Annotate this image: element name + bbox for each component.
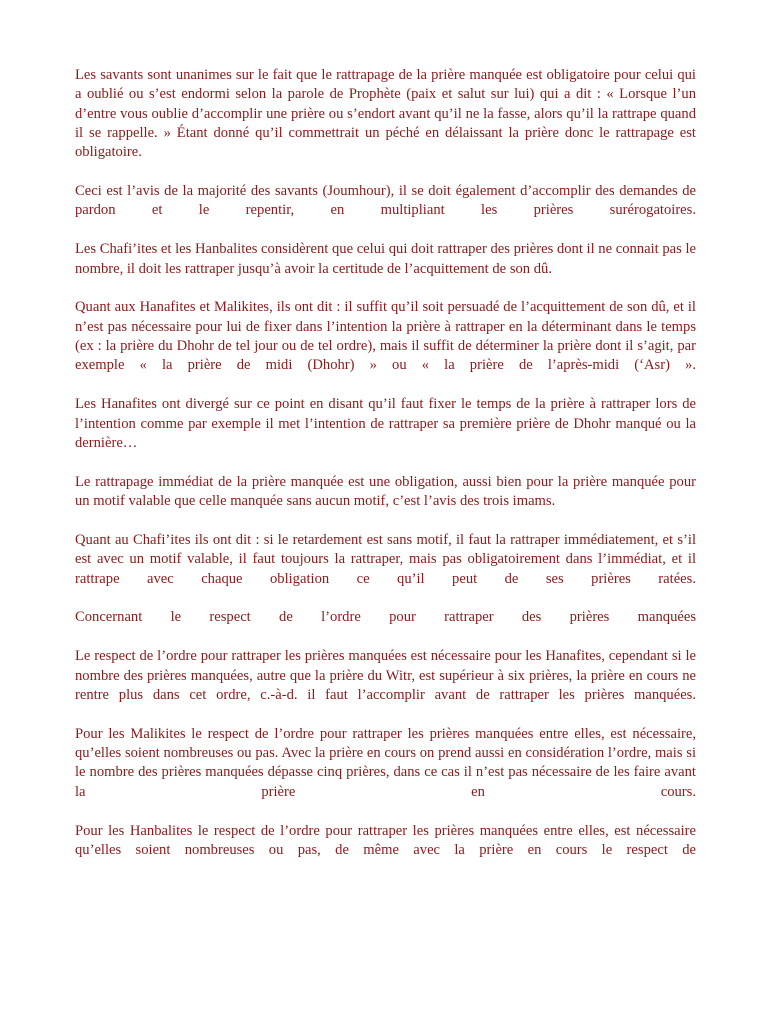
paragraph-hanafites-malikites: Quant aux Hanafites et Malikites, ils ont dit : il suffit qu’il soit persuadé de l’acquittement de son dû, et il n’est pas nécessaire pour lui de fixer dans l’intention la prière à rattraper en la déterminant dans le temps (ex : la prière du Dhohr de tel jour ou de tel ordre), mais il suffit de déterminer la prière dont il s’agit, par exemple « la prière de midi (Dhohr) » ou « la prière de l’après-midi (‘Asr) ».: [75, 299, 696, 374]
paragraph-chafiites-hanbalites: Les Chafi’ites et les Hanbalites considèrent que celui qui doit rattraper des prières dont il ne connait pas le nombre, il doit les rattraper jusqu’à avoir la certitude de l’acquittement de son dû.: [75, 241, 696, 277]
paragraph-ordre-hanafites: Le respect de l’ordre pour rattraper les prières manquées est nécessaire pour les Hanafites, cependant si le nombre des prières manquées, autre que la prière du Witr, est supérieur à six prières, la prière en cours ne rentre plus dans cet ordre, c.-à-d. il faut l’accomplir avant de rattraper les prières manquées.: [75, 648, 696, 703]
paragraph-rattrapage-obligatoire: Les savants sont unanimes sur le fait que le rattrapage de la prière manquée est obligatoire pour celui qui a oublié ou s’est endormi selon la parole de Prophète (paix et salut sur lui) qui a dit : « Lorsque l’un d’entre vous oublie d’accomplir une prière ou s’endort avant qu’il ne la fasse, alors qu’il la rattrape quand il se rappelle. » Étant donné qu’il commettrait un péché en délaissant la prière donc le rattrapage est obligatoire.: [75, 67, 696, 161]
paragraph-respect-ordre-heading: Concernant le respect de l’ordre pour rattraper des prières manquées: [75, 609, 696, 626]
paragraph-chafiites-retardement: Quant au Chafi’ites ils ont dit : si le retardement est sans motif, il faut la rattraper immédiatement, et s’il est avec un motif valable, il faut toujours la rattraper, mais pas obligatoirement dans l’immédiat, et il rattrape avec chaque obligation ce qu’il peut de ses prières ratées.: [75, 531, 696, 587]
paragraph-hanafites-divergence: Les Hanafites ont divergé sur ce point en disant qu’il faut fixer le temps de la prière à rattraper lors de l’intention comme par exemple il met l’intention de rattraper sa première prière de Dhohr manqué ou la dernière…: [75, 396, 696, 451]
paragraph-ordre-malikites: Pour les Malikites le respect de l’ordre pour rattraper les prières manquées entre elles, est nécessaire, qu’elles soient nombreuses ou pas. Avec la prière en cours on prend aussi en considération l’ordre, mais si le nombre des prières manquées dépasse cinq prières, dans ce cas il n’est pas nécessaire de les faire avant la prière en cours.: [75, 725, 696, 800]
paragraph-avis-majorite: Ceci est l’avis de la majorité des savants (Joumhour), il se doit également d’accomplir des demandes de pardon et le repentir, en multipliant les prières surérogatoires.: [75, 183, 696, 219]
paragraph-rattrapage-immediat: Le rattrapage immédiat de la prière manquée est une obligation, aussi bien pour la prière manquée pour un motif valable que celle manquée sans aucun motif, c’est l’avis des trois imams.: [75, 473, 696, 510]
document-page: [75, 66, 696, 880]
paragraph-ordre-hanbalites: Pour les Hanbalites le respect de l’ordre pour rattraper les prières manquées entre elles, est nécessaire qu’elles soient nombreuses ou pas, de même avec la prière en cours le respect de: [75, 822, 696, 858]
